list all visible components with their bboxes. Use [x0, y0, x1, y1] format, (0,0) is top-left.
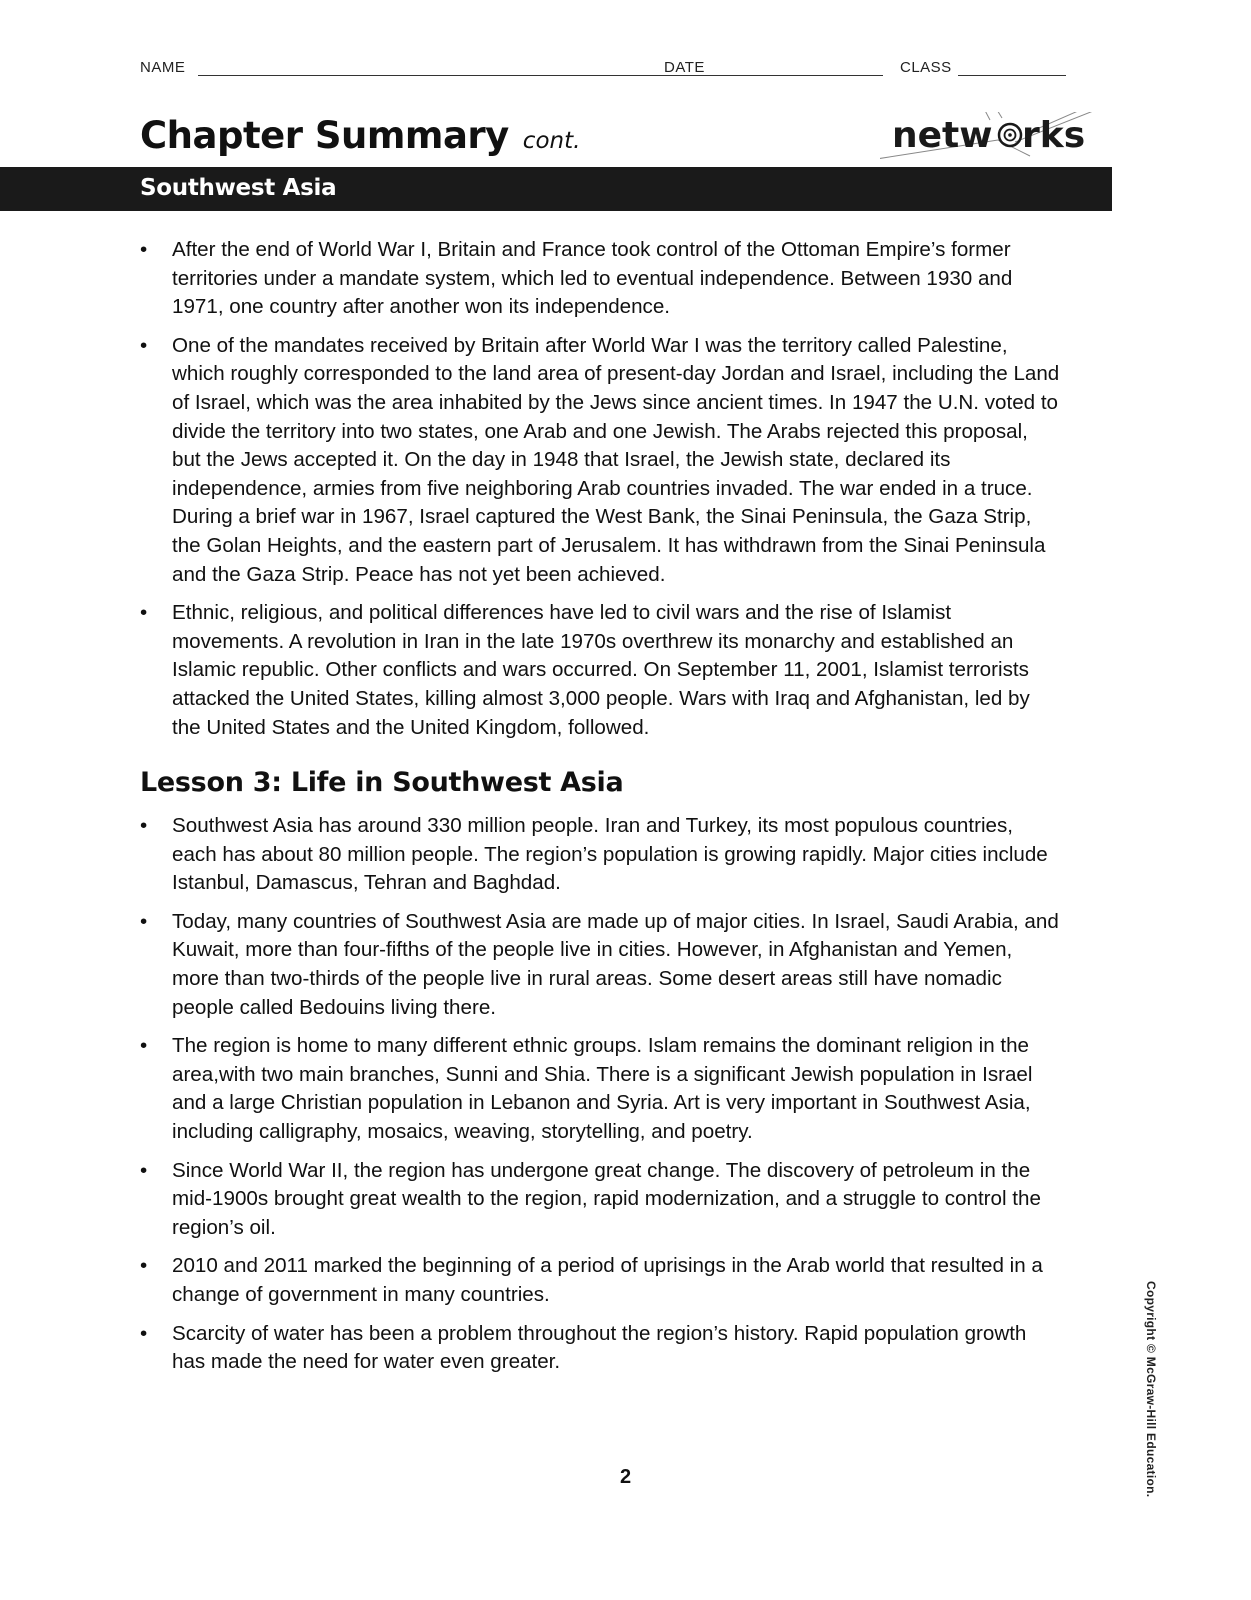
brand-text-start: netw: [892, 115, 993, 156]
copyright-notice: Copyright © McGraw-Hill Education.: [1144, 1281, 1158, 1498]
bullet-text: 2010 and 2011 marked the beginning of a period of uprisings in the Arab world that resulted in a change of government in many countries.: [172, 1254, 1043, 1306]
networks-logo: [880, 112, 1106, 164]
bullet-icon: •: [140, 814, 148, 838]
class-line: [958, 75, 1066, 76]
list-item: [140, 812, 1060, 898]
title-cont: cont.: [522, 128, 581, 154]
bullet-text: Today, many countries of Southwest Asia are made up of major cities. In Israel, Saudi Arabia, and Kuwait, more than four-fifths of the people live in cities. However, in Afghanistan and Yemen, more than two-thirds of the people live in rural areas. Some desert areas still have nomadic people called Bedouins living there.: [172, 909, 1059, 1019]
bullet-icon: •: [140, 1158, 148, 1182]
bullet-text: Since World War II, the region has undergone great change. The discovery of petroleum in the mid-1900s brought great wealth to the region, rapid modernization, and a struggle to control the region’s oil.: [172, 1158, 1041, 1239]
lesson3-bullets: [140, 812, 1060, 1377]
bullet-icon: •: [140, 601, 148, 625]
bullet-text: The region is home to many different ethnic groups. Islam remains the dominant religion in the area,with two main branches, Sunni and Shia. There is a significant Jewish population in Israel and a large Christian population in Lebanon and Syria. Art is very important in Southwest Asia, including calligraphy, mosaics, weaving, storytelling, and poetry.: [172, 1034, 1033, 1144]
list-item: [140, 1320, 1060, 1377]
summary-content: [140, 236, 1060, 1387]
list-item: [140, 908, 1060, 1022]
class-label: CLASS: [900, 59, 952, 76]
networks-logo-graphic: [880, 112, 1106, 164]
header-fields: [140, 58, 1090, 80]
section1-bullets: [140, 236, 1060, 742]
bullet-icon: •: [140, 333, 148, 357]
bullet-text: One of the mandates received by Britain after World War I was the territory called Palestine, which roughly corresponded to the land area of present-day Jordan and Israel, including the Land of Israel, which was the area inhabited by the Jews since ancient times. In 1947 the U.N. voted to divide the territory into two states, one Arab and one Jewish. The Arabs rejected this proposal, but the Jews accepted it. On the day in 1948 that Israel, the Jewish state, declared its independence, armies from five neighboring Arab countries invaded. The war ended in a truce. During a brief war in 1967, Israel captured the West Bank, the Sinai Peninsula, the Gaza Strip, the Golan Heights, and the eastern part of Jerusalem. It has withdrawn from the Sinai Peninsula and the Gaza Strip. Peace has not yet been achieved.: [172, 333, 1060, 586]
bullet-text: Southwest Asia has around 330 million people. Iran and Turkey, its most populous countries, each has about 80 million people. The region’s population is growing rapidly. Major cities include Istanbul, Damascus, Tehran and Baghdad.: [172, 814, 1048, 895]
list-item: [140, 599, 1060, 742]
list-item: [140, 1157, 1060, 1243]
bullet-icon: •: [140, 1321, 148, 1345]
date-line: [715, 75, 883, 76]
list-item: [140, 332, 1060, 589]
section-banner: [0, 167, 1112, 211]
brand-text-end: rks: [1022, 115, 1086, 156]
bullet-text: After the end of World War I, Britain and France took control of the Ottoman Empire’s former territories under a mandate system, which led to eventual independence. Between 1930 and 1971, one country after another won its independence.: [172, 238, 1013, 319]
chapter-title: [140, 114, 580, 162]
date-label: DATE: [664, 59, 705, 76]
bullet-icon: •: [140, 909, 148, 933]
bullet-icon: •: [140, 1034, 148, 1058]
title-main: Chapter Summary: [140, 114, 509, 157]
list-item: [140, 1252, 1060, 1309]
bullet-icon: •: [140, 1254, 148, 1278]
bullet-icon: •: [140, 238, 148, 261]
bullet-text: Scarcity of water has been a problem throughout the region’s history. Rapid population growth has made the need for water even greater.: [172, 1321, 1027, 1374]
lesson-heading: Lesson 3: Life in Southwest Asia: [140, 767, 624, 799]
banner-title: Southwest Asia: [140, 175, 337, 201]
name-label: NAME: [140, 59, 186, 76]
list-item: [140, 236, 1060, 322]
bullet-text: Ethnic, religious, and political differences have led to civil wars and the rise of Islamist movements. A revolution in Iran in the late 1970s overthrew its monarchy and established an Islamic republic. Other conflicts and wars occurred. On September 11, 2001, Islamist terrorists attacked the United States, killing almost 3,000 people. Wars with Iraq and Afghanistan, led by the United States and the United Kingdom, followed.: [172, 601, 1030, 739]
page-number: 2: [619, 1466, 632, 1488]
list-item: [140, 1032, 1060, 1146]
